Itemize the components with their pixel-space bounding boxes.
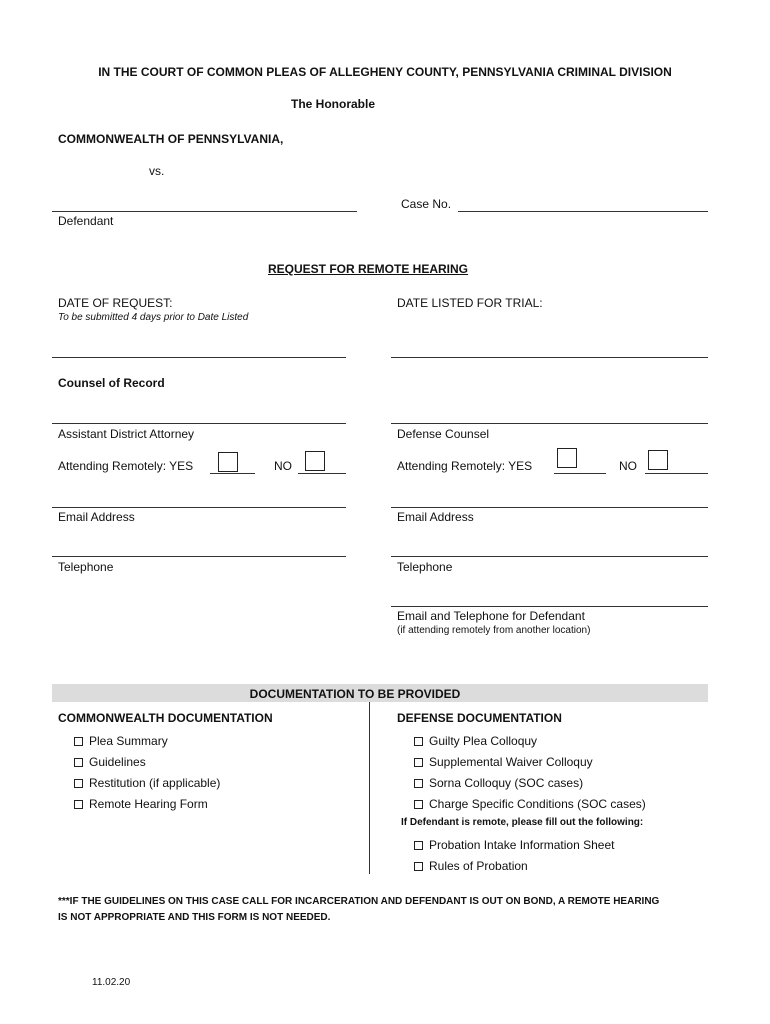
remote-doc-item-label: Rules of Probation [429, 859, 528, 873]
vs-label: vs. [149, 164, 165, 178]
checkbox-icon[interactable] [414, 862, 423, 871]
date-listed-line[interactable] [391, 357, 708, 358]
defense-doc-item-label: Sorna Colloquy (SOC cases) [429, 776, 584, 790]
checkbox-icon[interactable] [414, 841, 423, 850]
checkbox-icon[interactable] [414, 758, 423, 767]
ada-email-line[interactable] [52, 507, 346, 508]
case-no-label: Case No. [401, 197, 452, 211]
ada-name-line[interactable] [52, 423, 346, 424]
defense-doc-item-label: Charge Specific Conditions (SOC cases) [429, 797, 646, 811]
defense-name-line[interactable] [391, 423, 708, 424]
checkbox-icon[interactable] [414, 737, 423, 746]
date-of-request-note: To be submitted 4 days prior to Date Listed [58, 312, 249, 323]
defendant-label: Defendant [58, 214, 114, 228]
counsel-heading: Counsel of Record [58, 376, 165, 390]
defense-doc-item[interactable] [414, 797, 646, 811]
ada-no-line [298, 473, 346, 474]
date-of-request-label: DATE OF REQUEST: [58, 296, 173, 310]
remote-defendant-note: If Defendant is remote, please fill out the following: [401, 817, 644, 828]
checkbox-icon[interactable] [414, 800, 423, 809]
commonwealth-doc-item-label: Plea Summary [89, 734, 168, 748]
court-title: IN THE COURT OF COMMON PLEAS OF ALLEGHENY COUNTY, PENNSYLVANIA CRIMINAL DIVISION [98, 65, 672, 79]
defense-yes-checkbox[interactable] [557, 448, 577, 468]
form-title: REQUEST FOR REMOTE HEARING [268, 262, 469, 276]
case-no-line[interactable] [458, 211, 708, 212]
remote-doc-item[interactable] [414, 838, 614, 852]
commonwealth-doc-heading: COMMONWEALTH DOCUMENTATION [58, 711, 273, 725]
checkbox-icon[interactable] [74, 758, 83, 767]
ada-telephone-label: Telephone [58, 560, 114, 574]
checkbox-icon[interactable] [74, 737, 83, 746]
defense-email-line[interactable] [391, 507, 708, 508]
defense-doc-item-label: Supplemental Waiver Colloquy [429, 755, 593, 769]
commonwealth-doc-item-label: Remote Hearing Form [89, 797, 208, 811]
defense-no-line [645, 473, 708, 474]
ada-attending-label: Attending Remotely: YES [58, 459, 194, 473]
defense-yes-line [554, 473, 606, 474]
ada-no-checkbox[interactable] [305, 451, 325, 471]
defense-doc-item-label: Guilty Plea Colloquy [429, 734, 538, 748]
defendant-name-line[interactable] [52, 211, 357, 212]
notice-line-1: ***IF THE GUIDELINES ON THIS CASE CALL FOR INCARCERATION AND DEFENDANT IS OUT ON BOND, A REMOTE HEARING [58, 896, 660, 907]
defense-doc-heading: DEFENSE DOCUMENTATION [397, 711, 562, 725]
defense-telephone-line[interactable] [391, 556, 708, 557]
documentation-divider [369, 702, 370, 874]
ada-yes-line [210, 473, 255, 474]
defense-no-checkbox[interactable] [648, 450, 668, 470]
checkbox-icon[interactable] [414, 779, 423, 788]
defense-email-label: Email Address [397, 510, 474, 524]
ada-label: Assistant District Attorney [58, 427, 195, 441]
documentation-heading: DOCUMENTATION TO BE PROVIDED [249, 687, 461, 701]
defense-label: Defense Counsel [397, 427, 490, 441]
defense-doc-item[interactable] [414, 776, 583, 790]
defendant-contact-label: Email and Telephone for Defendant [397, 609, 585, 623]
remote-doc-item[interactable] [414, 859, 528, 873]
commonwealth-doc-item[interactable] [74, 776, 220, 790]
ada-email-label: Email Address [58, 510, 135, 524]
plaintiff-name: COMMONWEALTH OF PENNSYLVANIA, [58, 132, 284, 146]
defense-doc-item[interactable] [414, 755, 593, 769]
ada-no-label: NO [274, 459, 292, 473]
commonwealth-doc-item[interactable] [74, 755, 146, 769]
date-of-request-line[interactable] [52, 357, 346, 358]
defendant-contact-line[interactable] [391, 606, 708, 607]
commonwealth-doc-item[interactable] [74, 734, 168, 748]
honorable-label: The Honorable [291, 97, 376, 111]
commonwealth-doc-item-label: Restitution (if applicable) [89, 776, 221, 790]
defense-telephone-label: Telephone [397, 560, 453, 574]
defense-doc-item[interactable] [414, 734, 537, 748]
ada-yes-checkbox[interactable] [218, 452, 238, 472]
defense-no-label: NO [619, 459, 637, 473]
ada-telephone-line[interactable] [52, 556, 346, 557]
commonwealth-doc-item-label: Guidelines [89, 755, 146, 769]
date-listed-label: DATE LISTED FOR TRIAL: [397, 296, 543, 310]
remote-doc-item-label: Probation Intake Information Sheet [429, 838, 615, 852]
checkbox-icon[interactable] [74, 779, 83, 788]
defendant-contact-note: (if attending remotely from another location) [397, 625, 591, 636]
commonwealth-doc-item[interactable] [74, 797, 208, 811]
form-version: 11.02.20 [92, 977, 131, 988]
defense-attending-label: Attending Remotely: YES [397, 459, 533, 473]
checkbox-icon[interactable] [74, 800, 83, 809]
notice-line-2: IS NOT APPROPRIATE AND THIS FORM IS NOT NEEDED. [58, 912, 331, 923]
